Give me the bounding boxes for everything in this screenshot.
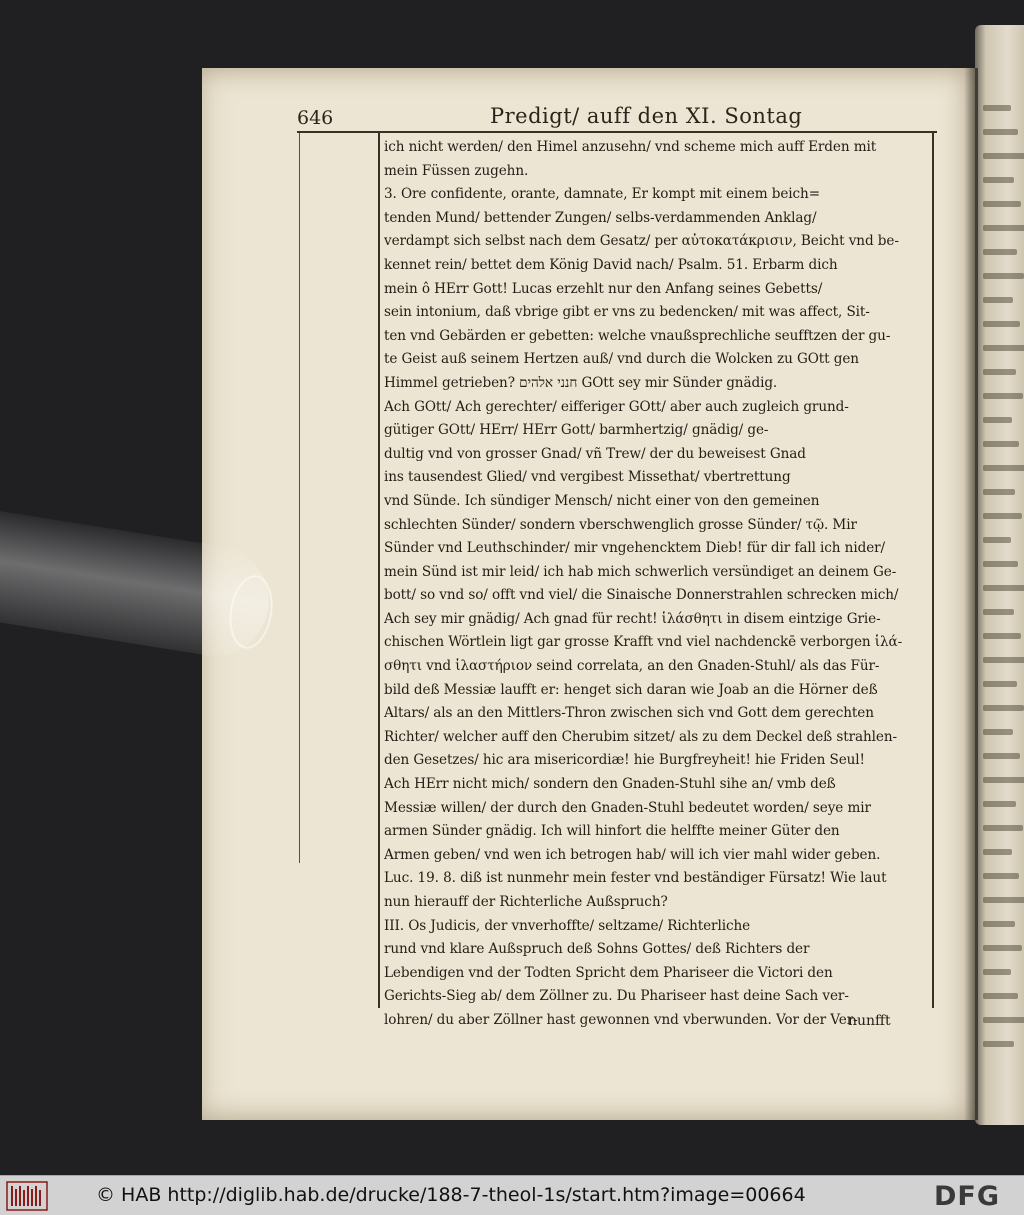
- facing-page-text-ghost: [983, 585, 1024, 591]
- text-line: Richter/ welcher auff den Cherubim sitzet/ als zu dem Deckel deß strahlen-: [384, 728, 897, 745]
- text-line: Altars/ als an den Mittlers-Thron zwischen sich vnd Gott dem gerechten: [384, 705, 874, 722]
- text-line: te Geist auß seinem Hertzen auß/ vnd durch die Wolcken zu GOtt gen: [384, 351, 859, 368]
- facing-page-text-ghost: [983, 753, 1020, 759]
- text-line: sein intonium, daß vbrige gibt er vns zu bedencken/ mit was affect, Sit-: [384, 304, 870, 321]
- facing-page-text-ghost: [983, 513, 1022, 519]
- text-line: Sünder vnd Leuthschinder/ mir vngehencktem Dieb! für dir fall ich nider/: [384, 540, 886, 557]
- text-line: armen Sünder gnädig. Ich will hinfort die helffte meiner Güter den: [384, 823, 840, 840]
- text-line: den Gesetzes/ hic ara misericordiæ! hie Burgfreyheit! hie Friden Seul!: [384, 752, 865, 769]
- text-line: mein ô HErr Gott! Lucas erzehlt nur den Anfang seines Gebetts/: [384, 280, 823, 297]
- facing-page-text-ghost: [983, 249, 1017, 255]
- facing-page-text-ghost: [983, 609, 1014, 615]
- facing-page-text-ghost: [983, 537, 1011, 543]
- text-line: nun hierauff der Richterliche Außspruch?: [384, 894, 668, 910]
- facing-page-text-ghost: [983, 801, 1016, 807]
- margin-rule-left: [378, 133, 380, 1008]
- text-line: Messiæ willen/ der durch den Gnaden-Stuhl bedeutet worden/ seye mir: [384, 799, 871, 816]
- text-line: chischen Wörtlein ligt gar grosse Krafft vnd viel nachdenckē verborgen ἱλά-: [384, 634, 903, 651]
- text-line: Luc. 19. 8. diß ist nunmehr mein fester vnd beständiger Fürsatz! Wie laut: [384, 870, 887, 887]
- text-line: Ach GOtt/ Ach gerechter/ eifferiger GOtt/ aber auch zugleich grund-: [384, 398, 849, 415]
- facing-page-text-ghost: [983, 993, 1018, 999]
- text-line: dultig vnd von grosser Gnad/ vñ Trew/ der du beweisest Gnad: [384, 445, 806, 462]
- margin-rule-outer: [299, 133, 300, 863]
- text-line: bott/ so vnd so/ offt vnd viel/ die Sinaische Donnerstrahlen schrecken mich/: [384, 587, 899, 604]
- text-line: verdampt sich selbst nach dem Gesatz/ per αὐτοκατάκρισιν, Beicht vnd be-: [384, 233, 899, 250]
- text-line: Lebendigen vnd der Todten Spricht dem Phariseer die Victori den: [384, 964, 833, 981]
- facing-page-text-ghost: [983, 921, 1015, 927]
- body-text: [384, 136, 932, 1033]
- copyright-link[interactable]: © HAB http://diglib.hab.de/drucke/188-7-theol-1s/start.htm?image=00664: [96, 1184, 806, 1206]
- facing-page-text-ghost: [983, 105, 1011, 111]
- facing-page-text-ghost: [983, 825, 1023, 831]
- gutter-shadow: [964, 68, 978, 1120]
- running-head: Predigt/ auff den XI. Sontag: [490, 104, 803, 128]
- text-line: mein Sünd ist mir leid/ ich hab mich schwerlich versündiget an deinem Ge-: [384, 563, 897, 580]
- facing-page-text-ghost: [983, 201, 1021, 207]
- margin-rule-right: [932, 133, 934, 1008]
- text-line: 3. Ore confidente, orante, damnate, Er kompt mit einem beich=: [384, 186, 820, 203]
- facing-page-text-ghost: [983, 297, 1013, 303]
- facing-page-text-ghost: [983, 705, 1024, 711]
- text-line: Ach sey mir gnädig/ Ach gnad für recht! ἱλάσθητι in disem eintzige Grie-: [384, 610, 881, 627]
- facing-page-text-ghost: [983, 441, 1019, 447]
- facing-page-text-ghost: [983, 777, 1024, 783]
- text-line: III. Os Judicis, der vnverhoffte/ seltzame/ Richterliche: [384, 917, 751, 934]
- facing-page-text-ghost: [983, 489, 1015, 495]
- facing-page-text-ghost: [983, 657, 1024, 663]
- facing-page-text-ghost: [983, 1017, 1024, 1023]
- facing-page-text-ghost: [983, 561, 1018, 567]
- facing-page-text-ghost: [983, 945, 1022, 951]
- facing-page-text-ghost: [983, 873, 1019, 879]
- text-line: tenden Mund/ bettender Zungen/ selbs-verdammenden Anklag/: [384, 209, 817, 226]
- text-line: rund vnd klare Außspruch deß Sohns Gottes/ deß Richters der: [384, 941, 810, 958]
- dfg-logo: DFG: [934, 1181, 1001, 1212]
- text-line: mein Füssen zugehn.: [384, 162, 529, 179]
- facing-page-text-ghost: [983, 969, 1011, 975]
- facing-page-text-ghost: [983, 1041, 1014, 1047]
- facing-page-text-ghost: [983, 729, 1013, 735]
- facing-page-text-ghost: [983, 321, 1020, 327]
- text-line: bild deß Messiæ laufft er: henget sich daran wie Joab an die Hörner deß: [384, 681, 878, 698]
- page-number: 646: [297, 107, 334, 129]
- facing-page-text-ghost: [983, 129, 1018, 135]
- facing-page-text-ghost: [983, 393, 1023, 399]
- facing-page-edge: [975, 25, 1024, 1125]
- text-line: ten vnd Gebärden er gebetten: welche vnaußsprechliche seufftzen der gu-: [384, 327, 891, 344]
- text-line: Himmel getrieben? חנני אלהים GOtt sey mir Sünder gnädig.: [384, 374, 778, 391]
- catchword: nunfft: [848, 1013, 891, 1029]
- facing-page-text-ghost: [983, 417, 1012, 423]
- text-line: schlechten Sünder/ sondern vberschwenglich grosse Sünder/ τῷ. Mir: [384, 516, 857, 533]
- facing-page-text-ghost: [983, 345, 1024, 351]
- text-line: Ach HErr nicht mich/ sondern den Gnaden-Stuhl sihe an/ vmb deß: [384, 776, 836, 793]
- facing-page-text-ghost: [983, 465, 1024, 471]
- header-rule: [297, 131, 937, 133]
- facing-page-text-ghost: [983, 633, 1021, 639]
- text-line: Gerichts-Sieg ab/ dem Zöllner zu. Du Phariseer hast deine Sach ver-: [384, 988, 849, 1005]
- text-line: ich nicht werden/ den Himel anzusehn/ vnd scheme mich auff Erden mit: [384, 139, 877, 155]
- text-line: gütiger GOtt/ HErr/ HErr Gott/ barmhertzig/ gnädig/ ge-: [384, 422, 769, 439]
- facing-page-text-ghost: [983, 681, 1017, 687]
- facing-page-text-ghost: [983, 153, 1024, 159]
- text-line: vnd Sünde. Ich sündiger Mensch/ nicht einer von den gemeinen: [384, 492, 820, 509]
- text-line: Armen geben/ vnd wen ich betrogen hab/ will ich vier mahl wider geben.: [384, 846, 881, 863]
- hab-logo-icon: [6, 1181, 48, 1211]
- text-line: kennet rein/ bettet dem König David nach/ Psalm. 51. Erbarm dich: [384, 256, 838, 273]
- text-line: σθητι vnd ἱλαστήριον seind correlata, an den Gnaden-Stuhl/ als das Für-: [384, 658, 880, 675]
- text-line: ins tausendest Glied/ vnd vergibest Missethat/ vbertrettung: [384, 469, 791, 486]
- viewer-footer: [0, 1175, 1024, 1215]
- text-line: lohren/ du aber Zöllner hast gewonnen vnd vberwunden. Vor der Ver-: [384, 1011, 858, 1028]
- facing-page-text-ghost: [983, 369, 1016, 375]
- facing-page-text-ghost: [983, 225, 1024, 231]
- facing-page-text-ghost: [983, 273, 1024, 279]
- facing-page-text-ghost: [983, 849, 1012, 855]
- facing-page-text-ghost: [983, 177, 1014, 183]
- facing-page-text-ghost: [983, 897, 1024, 903]
